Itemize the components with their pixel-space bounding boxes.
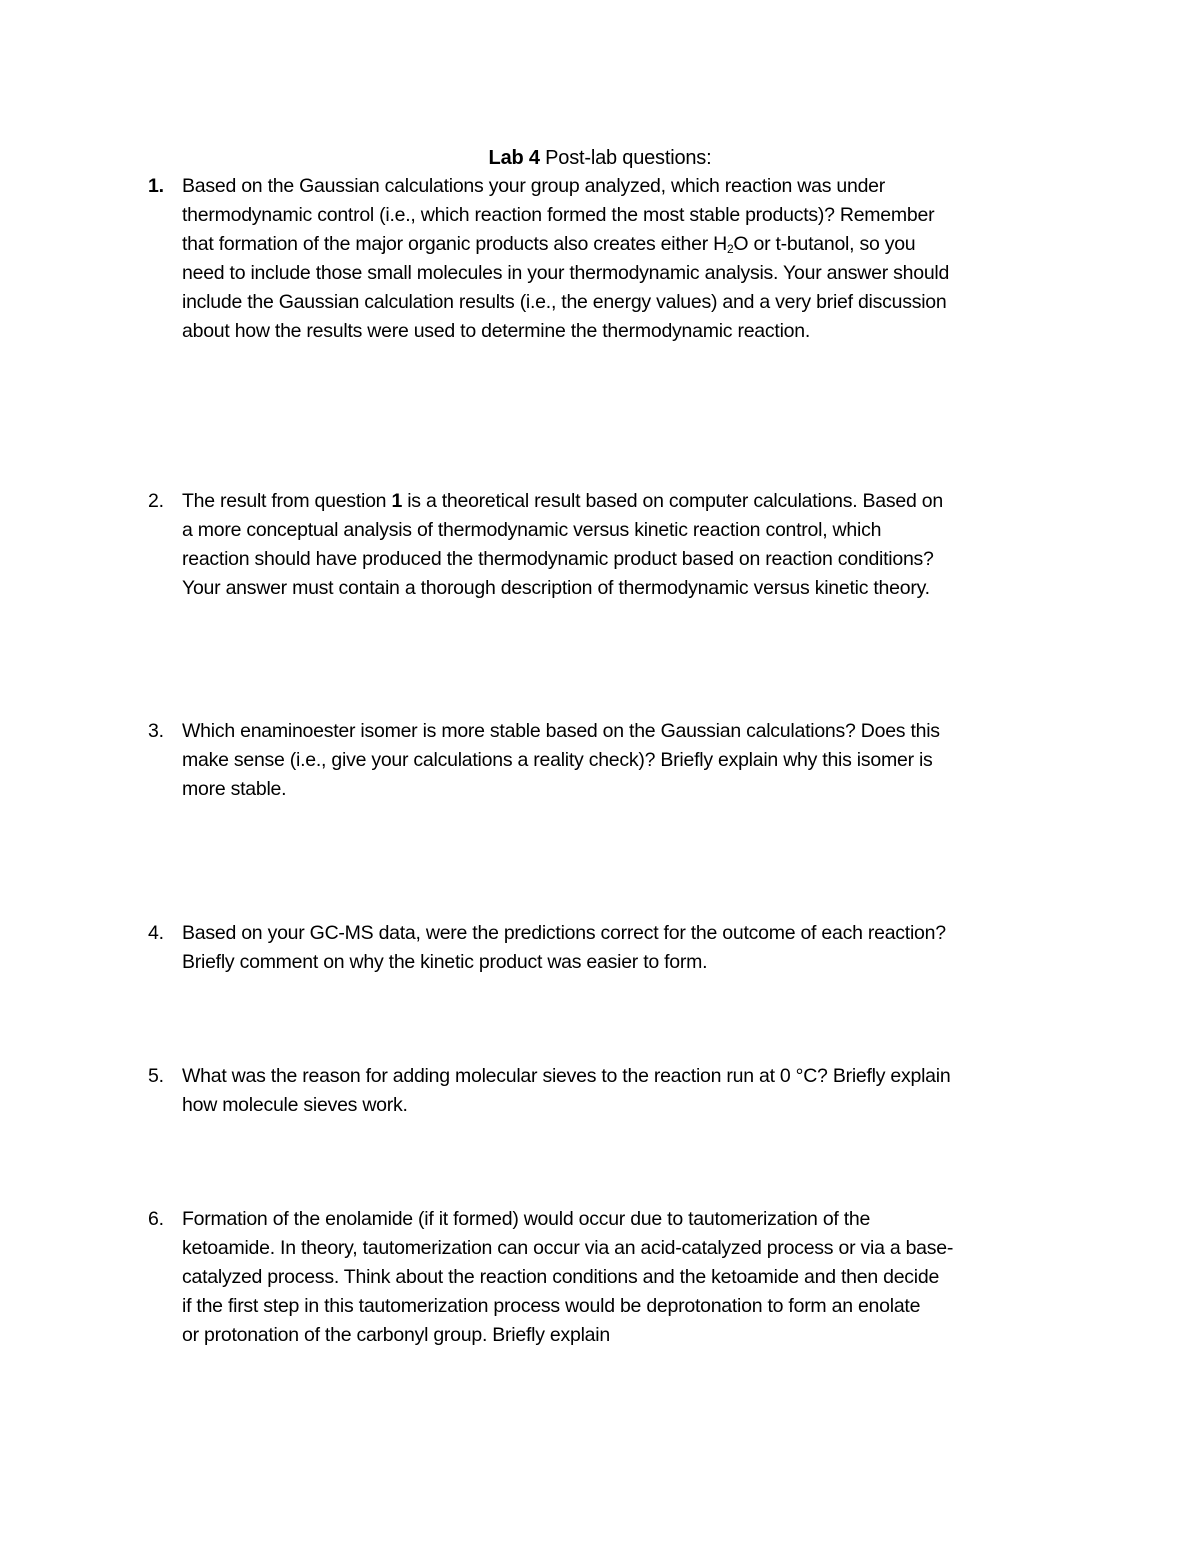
text-line: Based on the Gaussian calculations your group analyzed, which reaction was under	[182, 175, 886, 197]
text-segment: is a theoretical result based on computer calculations. Based on	[402, 490, 943, 512]
question-1	[148, 172, 1068, 346]
text-line: What was the reason for adding molecular sieves to the reaction run at 0 °C? Briefly explain	[182, 1065, 951, 1087]
text-line: a more conceptual analysis of thermodynamic versus kinetic reaction control, which	[182, 519, 882, 541]
text-line: Which enaminoester isomer is more stable based on the Gaussian calculations? Does this	[182, 720, 940, 742]
text-line: more stable.	[182, 778, 287, 800]
question-text	[182, 1205, 1068, 1350]
text-line: how molecule sieves work.	[182, 1094, 408, 1116]
text-segment: The result from question	[182, 490, 392, 512]
text-line: ketoamide. In theory, tautomerization can occur via an acid-catalyzed process or via a base-	[182, 1237, 954, 1259]
bold-segment: 1	[391, 490, 403, 512]
question-text	[182, 487, 1068, 603]
question-number: 4.	[148, 922, 164, 944]
text-segment: that formation of the major organic products also creates either H	[182, 233, 727, 255]
text-line: reaction should have produced the thermodynamic product based on reaction conditions?	[182, 548, 934, 570]
question-text	[182, 1062, 1068, 1120]
text-line: Briefly comment on why the kinetic product was easier to form.	[182, 951, 708, 973]
question-2	[148, 487, 1068, 603]
subscript: 2	[726, 242, 734, 256]
text-line: thermodynamic control (i.e., which reaction formed the most stable products)? Remember	[182, 204, 935, 226]
title-rest: Post-lab questions:	[539, 147, 712, 169]
text-line: Your answer must contain a thorough description of thermodynamic versus kinetic theory.	[182, 577, 930, 599]
text-line	[182, 487, 1068, 516]
text-line: or protonation of the carbonyl group. Briefly explain	[182, 1324, 610, 1346]
question-3	[148, 717, 1068, 804]
question-text	[182, 717, 1068, 804]
question-text	[182, 919, 1068, 977]
question-number: 6.	[148, 1208, 164, 1230]
page-title	[0, 144, 1200, 172]
text-line: catalyzed process. Think about the reaction conditions and the ketoamide and then decide	[182, 1266, 940, 1288]
question-5	[148, 1062, 1068, 1120]
question-number: 3.	[148, 720, 164, 742]
text-line: Based on your GC-MS data, were the predictions correct for the outcome of each reaction?	[182, 922, 946, 944]
title-bold: Lab 4	[488, 147, 540, 169]
question-text	[182, 172, 1068, 346]
question-4	[148, 919, 1068, 977]
text-line: if the first step in this tautomerization process would be deprotonation to form an enolate	[182, 1295, 921, 1317]
text-line: about how the results were used to determine the thermodynamic reaction.	[182, 320, 811, 342]
text-line: include the Gaussian calculation results (i.e., the energy values) and a very brief discussion	[182, 291, 947, 313]
text-line	[182, 230, 1068, 259]
question-6	[148, 1205, 1068, 1350]
text-line: make sense (i.e., give your calculations a reality check)? Briefly explain why this isomer is	[182, 749, 933, 771]
text-segment: O or t-butanol, so you	[733, 233, 916, 255]
text-line: need to include those small molecules in your thermodynamic analysis. Your answer should	[182, 262, 950, 284]
question-number: 2.	[148, 490, 164, 512]
text-line: Formation of the enolamide (if it formed) would occur due to tautomerization of the	[182, 1208, 871, 1230]
question-number: 1.	[148, 175, 164, 197]
question-number: 5.	[148, 1065, 164, 1087]
